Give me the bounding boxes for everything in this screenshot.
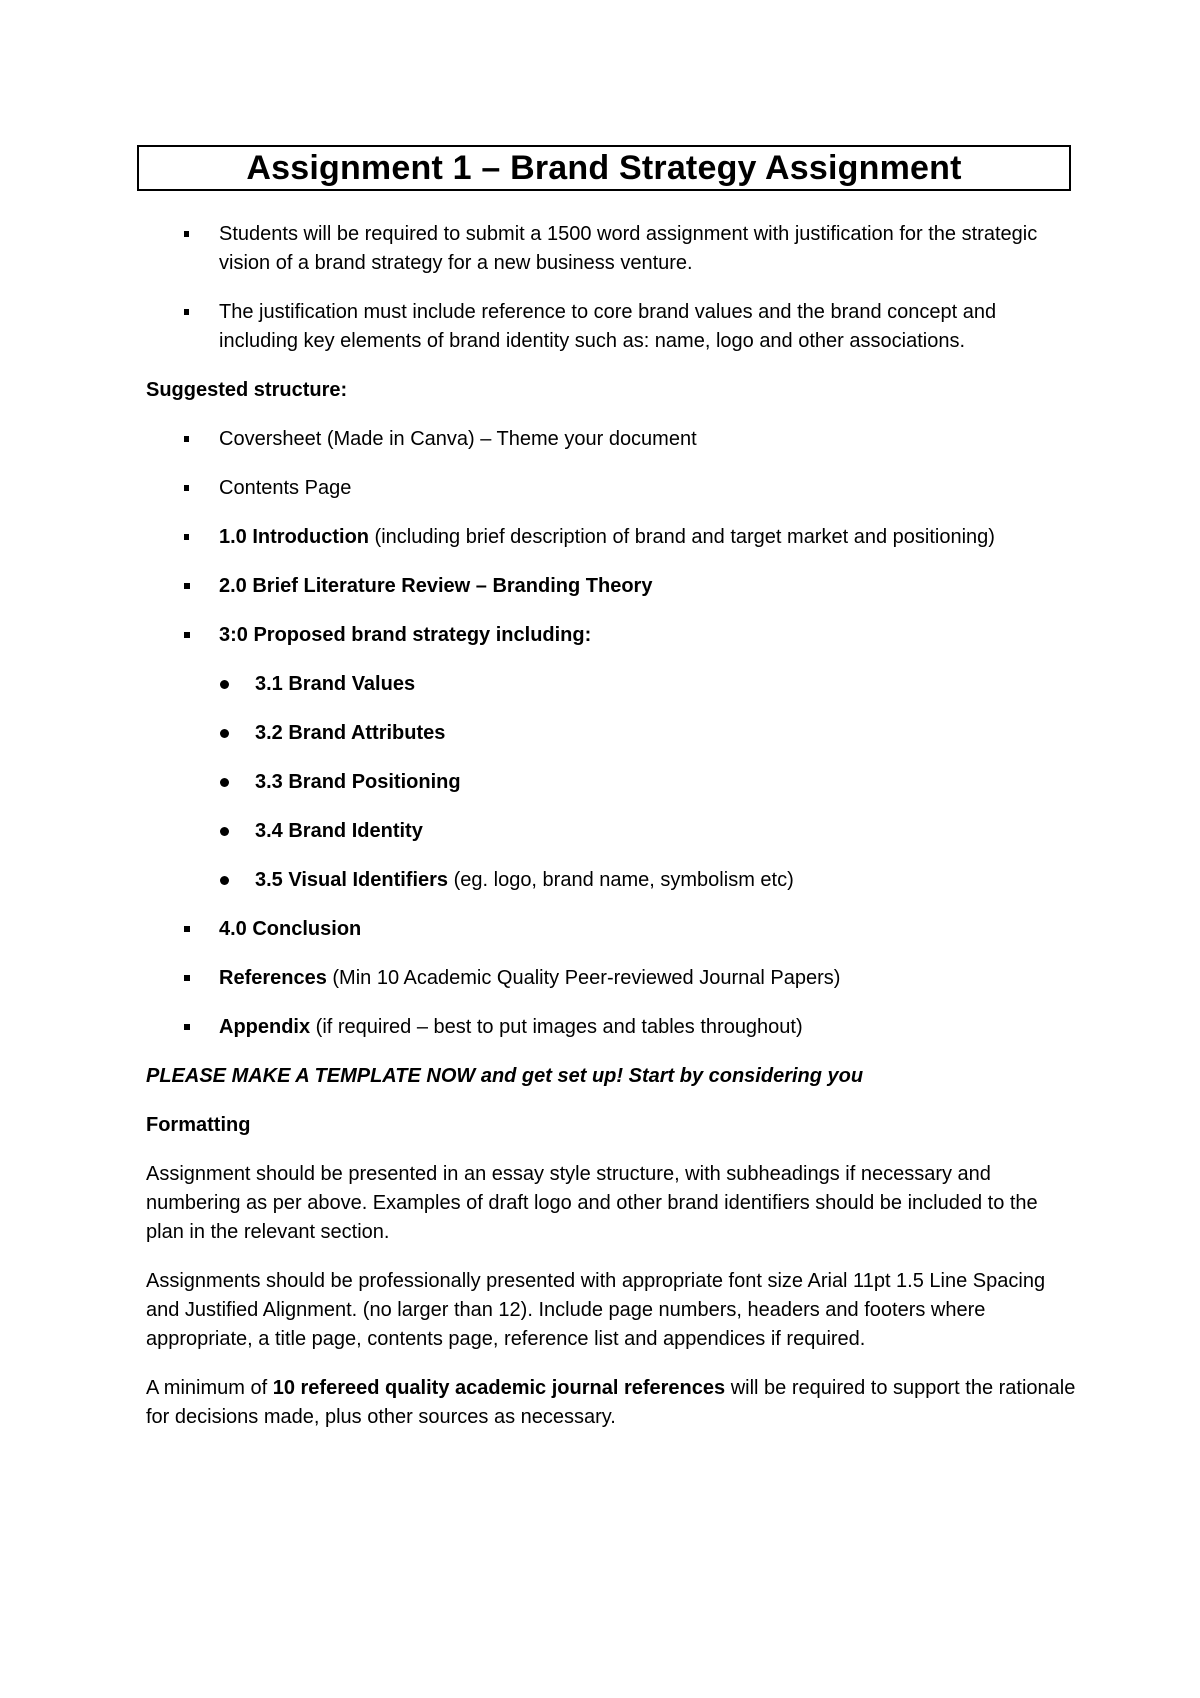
list-item xyxy=(146,817,1076,846)
list-item xyxy=(146,1013,1076,1042)
brand-identity-item: 3.4 Brand Identity xyxy=(255,820,423,842)
round-bullet-icon xyxy=(220,778,229,787)
square-bullet-icon xyxy=(184,485,189,491)
intro-bullet-text: Students will be required to submit a 1500 word assignment with justification for the strategic vision of a brand strategy for a new business venture. xyxy=(219,223,1038,274)
proposed-strategy-item: 3:0 Proposed brand strategy including: xyxy=(219,624,592,646)
structure-list-end xyxy=(146,915,1076,1042)
formatting-heading: Formatting xyxy=(146,1114,251,1136)
square-bullet-icon xyxy=(184,534,189,540)
journal-references-requirement: 10 refereed quality academic journal references xyxy=(272,1377,726,1399)
conclusion-item: 4.0 Conclusion xyxy=(219,918,362,940)
references-label: References xyxy=(219,967,327,989)
list-item xyxy=(146,866,1076,895)
introduction-label: 1.0 Introduction xyxy=(219,526,369,548)
document-body xyxy=(146,220,1076,1452)
list-item xyxy=(146,572,1076,601)
formatting-paragraph-3-start: A minimum of xyxy=(146,1377,273,1399)
list-item xyxy=(146,964,1076,993)
structure-heading: Suggested structure: xyxy=(146,379,348,401)
square-bullet-icon xyxy=(184,926,190,932)
list-item xyxy=(146,474,1076,503)
brand-values-item: 3.1 Brand Values xyxy=(255,673,416,695)
formatting-paragraph-2: Assignments should be professionally presented with appropriate font size Arial 11pt 1.5 Line Spacing and Justified Alignment. (no larger than 12). Include page numbers, headers and footers where appropriate, a title page, contents page, reference list and appendices if required. xyxy=(146,1270,1046,1350)
square-bullet-icon xyxy=(184,309,189,315)
round-bullet-icon xyxy=(220,876,229,885)
intro-bullet-text: The justification must include reference to core brand values and the brand concept and including key elements of brand identity such as: name, logo and other associations. xyxy=(219,301,997,352)
intro-bullet-list xyxy=(146,220,1076,356)
round-bullet-icon xyxy=(220,827,229,836)
list-item xyxy=(146,523,1076,552)
square-bullet-icon xyxy=(184,1024,190,1030)
list-item xyxy=(146,915,1076,944)
coversheet-item: Coversheet (Made in Canva) – Theme your document xyxy=(219,428,697,450)
list-item xyxy=(146,670,1076,699)
formatting-paragraph-1: Assignment should be presented in an essay style structure, with subheadings if necessary and numbering as per above. Examples of draft logo and other brand identifiers should be included to the plan in the relevant section. xyxy=(146,1163,1038,1243)
introduction-description: (including brief description of brand and target market and positioning) xyxy=(369,526,995,548)
document-title: Assignment 1 – Brand Strategy Assignment xyxy=(246,149,962,187)
template-note: PLEASE MAKE A TEMPLATE NOW and get set up! Start by considering you xyxy=(146,1065,864,1087)
round-bullet-icon xyxy=(220,729,229,738)
square-bullet-icon xyxy=(184,975,190,981)
references-description: (Min 10 Academic Quality Peer-reviewed Journal Papers) xyxy=(326,967,841,989)
formatting-paragraph-3-end: will be required to support the rationale for decisions made, plus other sources as necessary. xyxy=(146,1377,1076,1428)
sub-structure-list xyxy=(146,670,1076,895)
square-bullet-icon xyxy=(184,436,189,442)
list-item xyxy=(146,719,1076,748)
contents-item: Contents Page xyxy=(219,477,352,499)
list-item xyxy=(146,220,1076,278)
square-bullet-icon xyxy=(184,231,189,237)
square-bullet-icon xyxy=(184,583,190,589)
visual-identifiers-description: (eg. logo, brand name, symbolism etc) xyxy=(448,869,794,891)
appendix-description: (if required – best to put images and tables throughout) xyxy=(310,1016,803,1038)
title-box xyxy=(137,145,1071,191)
formatting-paragraph-3 xyxy=(146,1374,1076,1432)
brand-positioning-item: 3.3 Brand Positioning xyxy=(255,771,461,793)
appendix-label: Appendix xyxy=(219,1016,311,1038)
round-bullet-icon xyxy=(220,680,229,689)
list-item xyxy=(146,298,1076,356)
list-item xyxy=(146,425,1076,454)
list-item xyxy=(146,621,1076,650)
brand-attributes-item: 3.2 Brand Attributes xyxy=(255,722,446,744)
visual-identifiers-label: 3.5 Visual Identifiers xyxy=(255,869,449,891)
literature-review-item: 2.0 Brief Literature Review – Branding Theory xyxy=(219,575,653,597)
list-item xyxy=(146,768,1076,797)
structure-list xyxy=(146,425,1076,650)
square-bullet-icon xyxy=(184,632,190,638)
